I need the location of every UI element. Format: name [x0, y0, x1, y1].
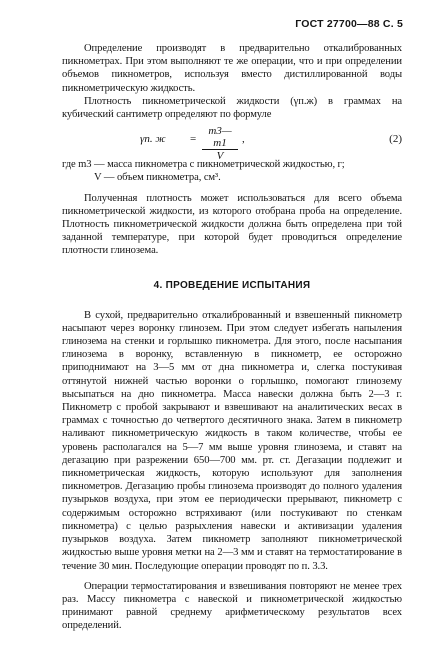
- paragraph-repeat-operations: Операции термостатирования и взвешивания повторяют не менее трех раз. Массу пикнометра с навеской и пикнометрической жидкостью принимают равной среднему арифметическому результатов всех определений.: [62, 580, 402, 632]
- page-header: ГОСТ 27700—88 С. 5: [295, 18, 403, 30]
- formula-comma: ,: [242, 133, 245, 146]
- section-title: 4. ПРОВЕДЕНИЕ ИСПЫТАНИЯ: [153, 279, 311, 291]
- formula-denominator: V: [216, 150, 224, 163]
- paragraph-pycnometer-calibration: Определение производят в предварительно откалиброванных пикнометрах. При этом выполняют те же операции, что и при определении объемов пикнометров, используя вместо дистиллированной воды пикнометрическую жидкость.: [62, 43, 402, 94]
- formula-equals: =: [190, 133, 197, 146]
- formula-number: (2): [389, 133, 402, 146]
- paragraph-density-intro: Плотность пикнометрической жидкости (γп.ж) в граммах на кубический сантиметр определяют по формуле: [62, 95, 402, 121]
- paragraph-density-usage: Полученная плотность может использоваться для всего объема пикнометрической жидкости, из которого отобрана проба на определение. Плотность пикнометрической жидкости должна быть определена при той заданной температуре, при которой будет проводиться определение плотности глинозема.: [62, 192, 402, 257]
- formula-numerator: m3—m1: [202, 125, 238, 150]
- density-formula: [62, 125, 402, 163]
- document-body: [62, 42, 402, 633]
- formula-lhs: γп. ж: [140, 133, 166, 146]
- where-line-mass: где m3 — масса пикнометра с пикнометрической жидкостью, г;: [62, 159, 345, 171]
- where-line-volume: V — объем пикнометра, см³.: [94, 172, 221, 184]
- formula-fraction: [202, 125, 238, 163]
- paragraph-test-procedure: В сухой, предварительно откалиброванный и взвешенный пикнометр насыпают через воронку глинозем. При этом следует избегать напыления глинозема на стенки и горлышко пикнометра. Для этого, после насыпания глинозема в воронку, вставленную в пикнометр, ее осторожно приподнимают на 3—5 мм от дна пикнометра и, слегка постукивая оттянутой нижней частью воронки о горлышко, помогают глинозему высыпаться на дно пикнометра. Масса навески должна быть 2—3 г. Пикнометр с пробой закрывают и взвешивают на аналитических весах в граммах с точностью до четвертого десятичного знака. Затем в пикнометр наливают пикнометрическую жидкость в таком количестве, чтобы ее уровень располагался на 5—7 мм выше уровня глинозема, и ставят на дегазацию при разрежении 650—700 мм. рт. ст. Дегазации подлежит и пикнометрическая жидкость, которую используют для заполнения пикнометров. Дегазацию пробы глинозема производят до полного удаления пузырьков воздуха, при этом ее периодически прерывают, пикнометр с содержимым осторожно встряхивают (или постукивают по стенкам пикнометра) с целью разрыхления навески и активизации удаления пузырьков воздуха. Затем пикнометр заполняют пикнометрической жидкостью выше уровня метки на 2—3 мм и ставят на термостатирование в течение 30 мин. Последующие операции проводят по п. 3.3.: [62, 309, 402, 572]
